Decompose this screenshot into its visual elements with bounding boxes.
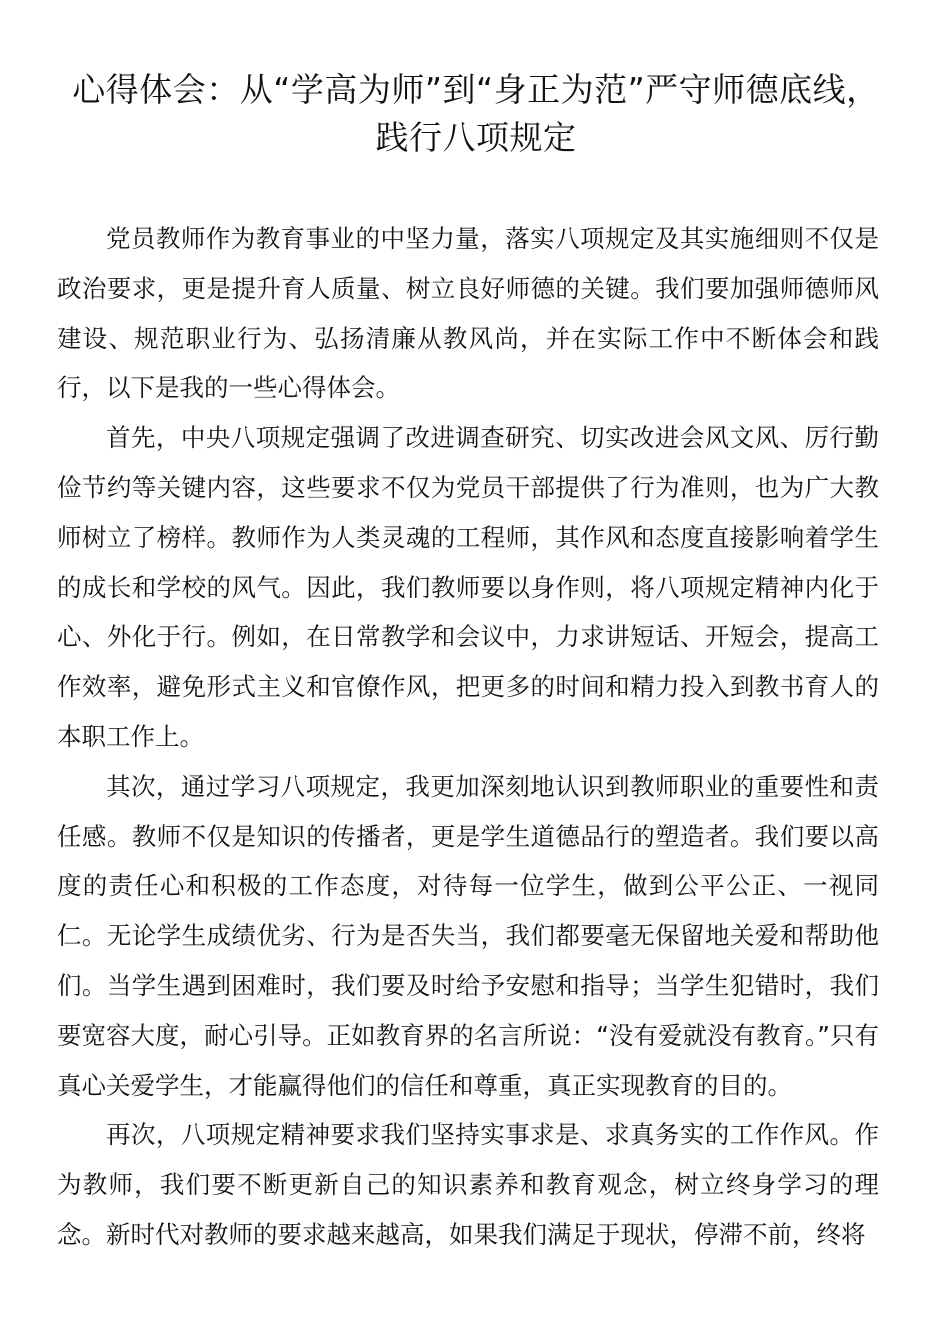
document-title: 心得体会：从“学高为师”到“身正为范”严守师德底线，践行八项规定 xyxy=(72,70,880,157)
paragraph-3: 其次，通过学习八项规定，我更加深刻地认识到教师职业的重要性和责任感。教师不仅是知识的传播者，更是学生道德品行的塑造者。我们要以高度的责任心和积极的工作态度，对待每一位学生，做到公平公正、一视同仁。无论学生成绩优劣、行为是否失当，我们都要毫无保留地关爱和帮助他们。当学生遇到困难时，我们要及时给予安慰和指导；当学生犯错时，我们要宽容大度，耐心引导。正如教育界的名言所说：“没有爱就没有教育。”只有真心关爱学生，才能赢得他们的信任和尊重，真正实现教育的目的。 xyxy=(57,771,879,1100)
paragraph-4: 再次，八项规定精神要求我们坚持实事求是、求真务实的工作作风。作为教师，我们要不断更新自己的知识素养和教育观念，树立终身学习的理念。新时代对教师的要求越来越高，如果我们满足于现状，停滞不前，终将 xyxy=(57,1120,879,1249)
document-body xyxy=(57,214,879,1260)
paragraph-2: 首先，中央八项规定强调了改进调查研究、切实改进会风文风、厉行勤俭节约等关键内容，这些要求不仅为党员干部提供了行为准则，也为广大教师树立了榜样。教师作为人类灵魂的工程师，其作风和态度直接影响着学生的成长和学校的风气。因此，我们教师要以身作则，将八项规定精神内化于心、外化于行。例如，在日常教学和会议中，力求讲短话、开短会，提高工作效率，避免形式主义和官僚作风，把更多的时间和精力投入到教书育人的本职工作上。 xyxy=(57,423,879,751)
paragraph-1: 党员教师作为教育事业的中坚力量，落实八项规定及其实施细则不仅是政治要求，更是提升育人质量、树立良好师德的关键。我们要加强师德师风建设、规范职业行为、弘扬清廉从教风尚，并在实际工作中不断体会和践行，以下是我的一些心得体会。 xyxy=(57,224,879,403)
